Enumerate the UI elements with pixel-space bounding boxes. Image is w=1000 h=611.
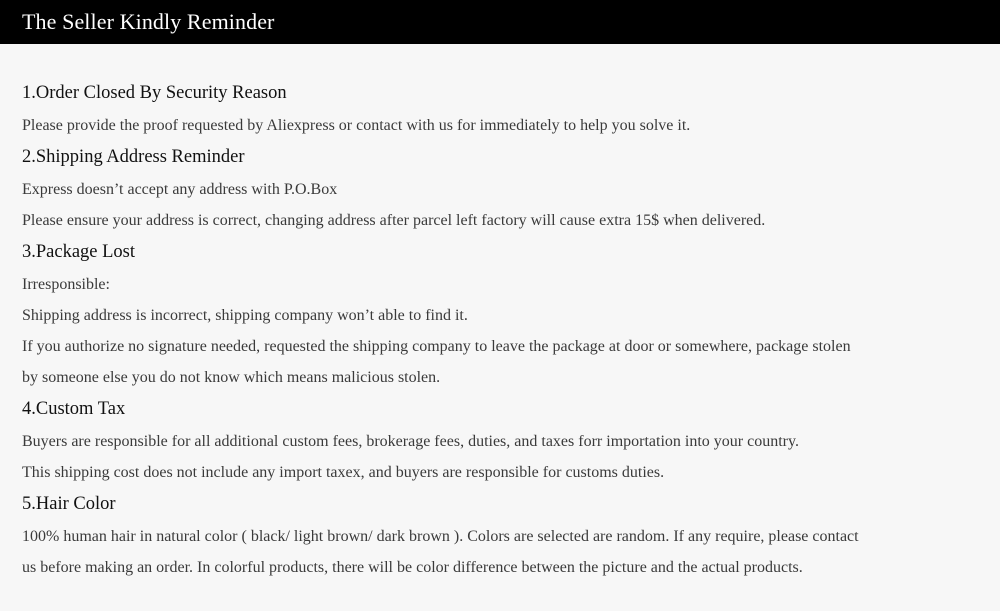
section-title: 4.Custom Tax bbox=[22, 399, 126, 419]
section-title: 1.Order Closed By Security Reason bbox=[22, 83, 287, 103]
section-line: us before making an order. In colorful products, there will be color difference between the picture and the actual products. bbox=[22, 559, 803, 576]
reminder-content bbox=[0, 44, 1000, 583]
page-title: The Seller Kindly Reminder bbox=[22, 9, 275, 34]
section-line: 100% human hair in natural color ( black/ light brown/ dark brown ). Colors are selected are random. If any require, please contact bbox=[22, 528, 859, 545]
section-custom-tax bbox=[22, 393, 978, 488]
section-title: 5.Hair Color bbox=[22, 494, 116, 514]
section-package-lost bbox=[22, 236, 978, 393]
section-order-closed bbox=[22, 77, 978, 141]
section-line: Please ensure your address is correct, changing address after parcel left factory will cause extra 15$ when delivered. bbox=[22, 212, 766, 229]
section-line: Irresponsible: bbox=[22, 276, 110, 293]
section-line: Express doesn’t accept any address with P.O.Box bbox=[22, 181, 338, 198]
section-title: 2.Shipping Address Reminder bbox=[22, 147, 245, 167]
section-line: by someone else you do not know which means malicious stolen. bbox=[22, 369, 441, 386]
section-line: Buyers are responsible for all additional custom fees, brokerage fees, duties, and taxes forr importation into your country. bbox=[22, 433, 799, 450]
section-line: This shipping cost does not include any import taxex, and buyers are responsible for customs duties. bbox=[22, 464, 665, 481]
section-line: Please provide the proof requested by Aliexpress or contact with us for immediately to help you solve it. bbox=[22, 117, 691, 134]
section-line: Shipping address is incorrect, shipping company won’t able to find it. bbox=[22, 307, 468, 324]
section-shipping-address bbox=[22, 141, 978, 236]
section-title: 3.Package Lost bbox=[22, 242, 136, 262]
section-line: If you authorize no signature needed, requested the shipping company to leave the package at door or somewhere, package stolen bbox=[22, 338, 851, 355]
header-bar bbox=[0, 0, 1000, 44]
section-hair-color bbox=[22, 488, 978, 583]
